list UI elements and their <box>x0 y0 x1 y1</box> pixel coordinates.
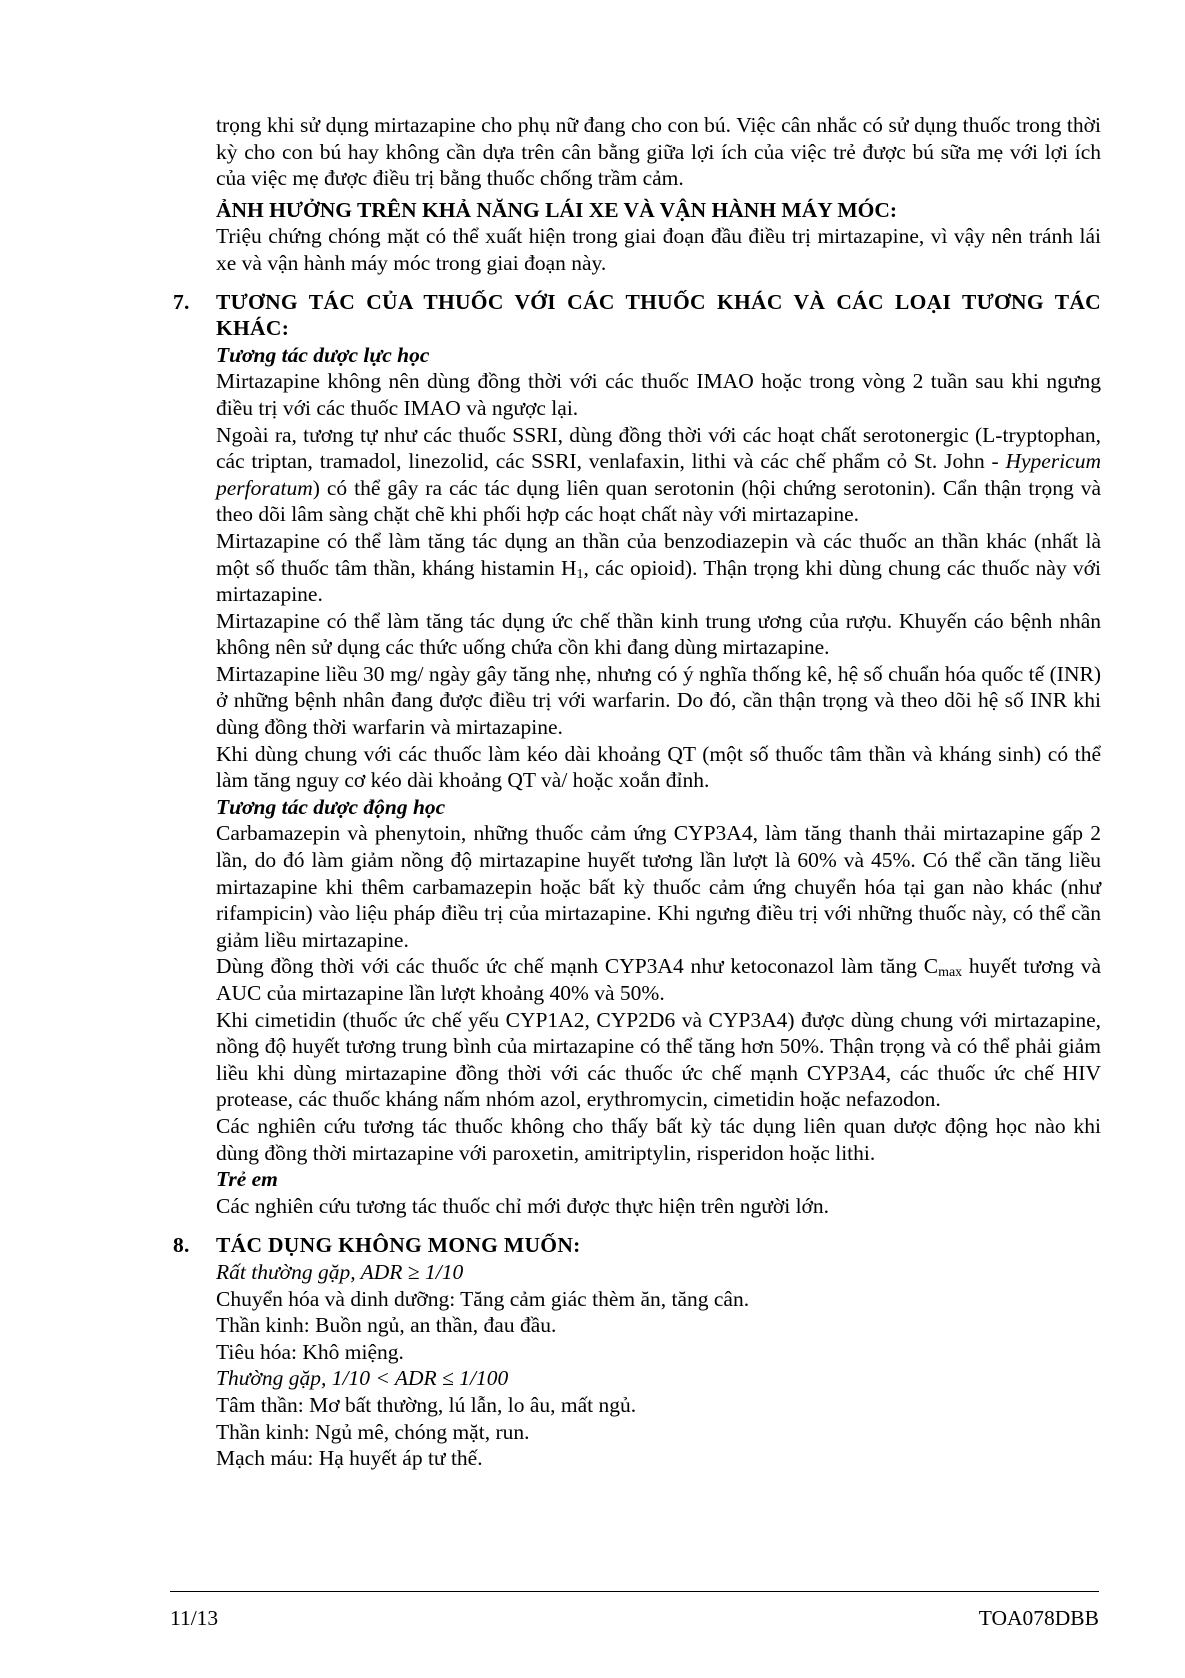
very-common-item: Tiêu hóa: Khô miệng. <box>216 1339 404 1364</box>
pd-paragraph-3-part-b: , các opioid). Thận trọng khi dùng chung các thuốc này với mirtazapine. <box>216 555 1101 607</box>
page-number: 11/13 <box>170 1606 219 1630</box>
section-7-number: 7. <box>173 289 190 314</box>
section-8-title: TÁC DỤNG KHÔNG MONG MUỐN: <box>216 1233 581 1258</box>
common-item: Mạch máu: Hạ huyết áp tư thế. <box>216 1446 483 1471</box>
very-common-item: Chuyển hóa và dinh dưỡng: Tăng cảm giác thèm ăn, tăng cân. <box>216 1286 750 1311</box>
pd-paragraph-6: Khi dùng chung với các thuốc làm kéo dài khoảng QT (một số thuốc tâm thần và kháng sinh) có thể làm tăng nguy cơ kéo dài khoảng QT và/ hoặc xoắn đỉnh. <box>216 741 1101 793</box>
pk-heading: Tương tác dược động học <box>216 794 446 819</box>
pd-paragraph-3 <box>216 528 1101 608</box>
pd-paragraph-2 <box>216 422 1101 528</box>
pk-paragraph-3: Khi cimetidin (thuốc ức chế yếu CYP1A2, CYP2D6 và CYP3A4) được dùng chung với mirtazapine, nồng độ huyết tương trung bình của mirtazapine có thể tăng hơn 50%. Thận trọng và có thể phải giảm liều khi dùng mirtazapine đồng thời với các thuốc ức chế mạnh CYP3A4, các thuốc ức chế HIV protease, các thuốc kháng nấm nhóm azol, erythromycin, cimetidin hoặc nefazodon. <box>216 1007 1101 1112</box>
pd-paragraph-1: Mirtazapine không nên dùng đồng thời với các thuốc IMAO hoặc trong vòng 2 tuần sau khi ngưng điều trị với các thuốc IMAO và ngược lại. <box>216 369 1101 420</box>
common-heading: Thường gặp, 1/10 < ADR ≤ 1/100 <box>216 1366 509 1391</box>
pk-paragraph-4: Các nghiên cứu tương tác thuốc không cho thấy bất kỳ tác dụng liên quan dược động học nào khi dùng đồng thời mirtazapine với paroxetin, amitriptylin, risperidon hoặc lithi. <box>216 1113 1101 1165</box>
common-item: Tâm thần: Mơ bất thường, lú lẫn, lo âu, mất ngủ. <box>216 1392 637 1417</box>
pk-paragraph-2 <box>216 953 1101 1006</box>
document-body <box>173 112 1101 1472</box>
pk-paragraph-2-part-b: huyết tương và AUC của mirtazapine lần lượt khoảng 40% và 50%. <box>216 954 1101 1005</box>
pk-paragraph-2-part-a: Dùng đồng thời với các thuốc ức chế mạnh CYP3A4 như ketoconazol làm tăng C <box>216 954 939 979</box>
pd-paragraph-2-italic: Hypericum perforatum <box>216 449 1101 500</box>
document-code: TOA078DBB <box>978 1606 1099 1630</box>
very-common-heading: Rất thường gặp, ADR ≥ 1/10 <box>216 1259 464 1284</box>
footer-divider <box>170 1591 1099 1592</box>
pd-paragraph-5: Mirtazapine liều 30 mg/ ngày gây tăng nhẹ, nhưng có ý nghĩa thống kê, hệ số chuẩn hóa quốc tế (INR) ở những bệnh nhân đang được điều trị với warfarin. Do đó, cần thận trọng và theo dõi hệ số INR khi dùng đồng thời warfarin và mirtazapine. <box>216 661 1101 740</box>
intro-paragraph: trọng khi sử dụng mirtazapine cho phụ nữ đang cho con bú. Việc cân nhắc có sử dụng thuốc trong thời kỳ cho con bú hay không cần dựa trên cân bằng giữa lợi ích của việc trẻ được bú sữa mẹ với lợi ích của việc mẹ được điều trị bằng thuốc chống trầm cảm. <box>216 113 1101 191</box>
pk-paragraph-2-subscript: max <box>938 965 963 981</box>
pd-paragraph-4: Mirtazapine có thể làm tăng tác dụng ức chế thần kinh trung ương của rượu. Khuyến cáo bệnh nhân không nên sử dụng các thức uống chứa cồn khi đang dùng mirtazapine. <box>216 608 1101 660</box>
driving-paragraph: Triệu chứng chóng mặt có thể xuất hiện trong giai đoạn đầu điều trị mirtazapine, vì vậy nên tránh lái xe và vận hành máy móc trong giai đoạn này. <box>216 224 1101 275</box>
very-common-item: Thần kinh: Buồn ngủ, an thần, đau đầu. <box>216 1313 557 1338</box>
pd-paragraph-2-part-a: Ngoài ra, tương tự như các thuốc SSRI, dùng đồng thời với các hoạt chất serotonergic (L-tryptophan, các triptan, tramadol, linezolid, các SSRI, venlafaxin, lithi và các chế phẩm cỏ St. John - <box>216 422 1101 474</box>
section-7-title: TƯƠNG TÁC CỦA THUỐC VỚI CÁC THUỐC KHÁC VÀ CÁC LOẠI TƯƠNG TÁC KHÁC: <box>216 289 1101 341</box>
pk-paragraph-1: Carbamazepin và phenytoin, những thuốc cảm ứng CYP3A4, làm tăng thanh thải mirtazapine gấp 2 lần, do đó làm giảm nồng độ mirtazapine huyết tương lần lượt là 60% và 45%. Có thể cần tăng liều mirtazapine khi thêm carbamazepin hoặc bất kỳ thuốc cảm ứng chuyển hóa tại gan nào khác (như rifampicin) vào liệu pháp điều trị của mirtazapine. Khi ngưng điều trị với những thuốc này, có thể cần giảm liều mirtazapine. <box>216 821 1101 952</box>
section-7-heading <box>173 289 1101 342</box>
pd-heading: Tương tác dược lực học <box>216 342 430 367</box>
section-8-number: 8. <box>173 1233 190 1258</box>
section-8-heading <box>173 1232 1101 1259</box>
children-paragraph: Các nghiên cứu tương tác thuốc chỉ mới được thực hiện trên người lớn. <box>216 1193 830 1218</box>
pd-paragraph-2-part-b: ) có thể gây ra các tác dụng liên quan serotonin (hội chứng serotonin). Cẩn thận trọng và theo dõi lâm sàng chặt chẽ khi phối hợp các hoạt chất này với mirtazapine. <box>216 475 1101 527</box>
pd-paragraph-3-part-a: Mirtazapine có thể làm tăng tác dụng an thần của benzodiazepin và các thuốc an thần khác (nhất là một số thuốc tâm thần, kháng histamin H <box>216 528 1101 580</box>
children-heading: Trẻ em <box>216 1167 278 1192</box>
pd-paragraph-3-subscript: 1 <box>576 566 584 582</box>
common-item: Thần kinh: Ngủ mê, chóng mặt, run. <box>216 1419 530 1444</box>
driving-heading: ẢNH HƯỞNG TRÊN KHẢ NĂNG LÁI XE VÀ VẬN HÀNH MÁY MÓC: <box>216 197 898 222</box>
